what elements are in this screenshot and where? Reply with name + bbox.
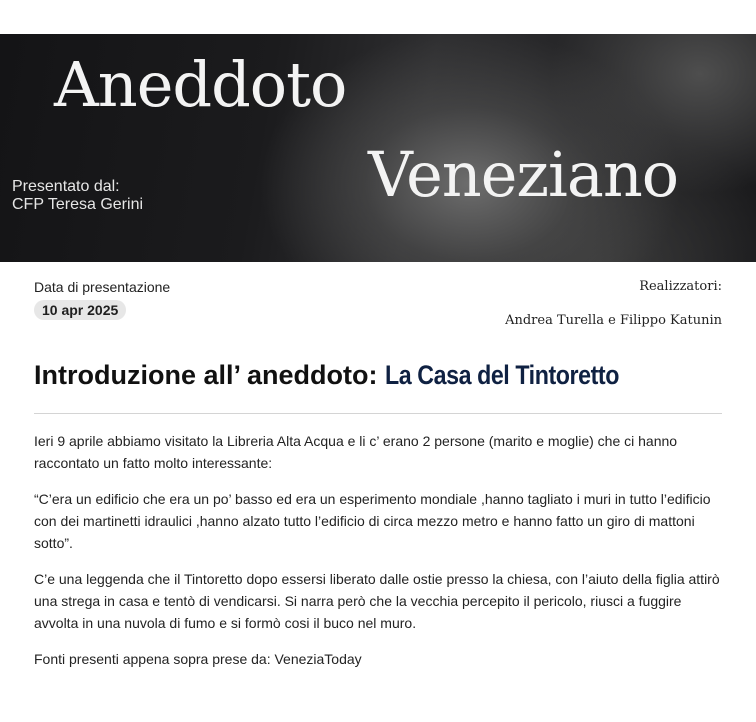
heading-prefix: Introduzione all’ aneddoto: xyxy=(34,360,385,390)
date-badge: 10 apr 2025 xyxy=(34,300,126,320)
makers-label: Realizzatori: xyxy=(639,279,722,294)
date-label: Data di presentazione xyxy=(34,279,171,295)
divider xyxy=(34,413,722,414)
heading-highlight: La Casa del Tintoretto xyxy=(385,360,619,390)
presentation-date-block xyxy=(34,278,170,320)
paragraph: Ieri 9 aprile abbiamo visitato la Libreria Alta Acqua e li c’ erano 2 persone (marito e moglie) che ci hanno raccontato un fatto molto interessante: xyxy=(34,433,678,471)
header-banner xyxy=(0,34,756,262)
presenter-name: CFP Teresa Gerini xyxy=(12,196,144,213)
sources-line: Fonti presenti appena sopra prese da: VeneziaToday xyxy=(34,651,362,667)
paragraph: “C’era un edificio che era un po’ basso ed era un esperimento mondiale ,hanno tagliato i muri in tutto l’edificio con dei martinetti idraulici ,hanno alzato tutto l’edificio di circa mezzo metro e hanno fatto un giro di mattoni sotto”. xyxy=(34,491,711,551)
title-line-2: Veneziano xyxy=(368,138,679,211)
section-heading xyxy=(34,358,657,392)
presenter-block xyxy=(12,178,143,214)
presenter-label: Presentato dal: xyxy=(12,178,120,195)
makers-block xyxy=(505,279,722,328)
title-line-1: Aneddoto xyxy=(54,48,347,121)
paragraph: C’e una leggenda che il Tintoretto dopo essersi liberato dalle ostie presso la chiesa, con l’aiuto della figlia attirò una strega in casa e tentò di vendicarsi. Si narra però che la vecchia percepito il pericolo, riusci a fuggire avvolta in una nuvola di fumo e si formò cosi il buco nel muro. xyxy=(34,571,720,631)
makers-names: Andrea Turella e Filippo Katunin xyxy=(505,313,722,328)
body-text xyxy=(34,430,722,684)
